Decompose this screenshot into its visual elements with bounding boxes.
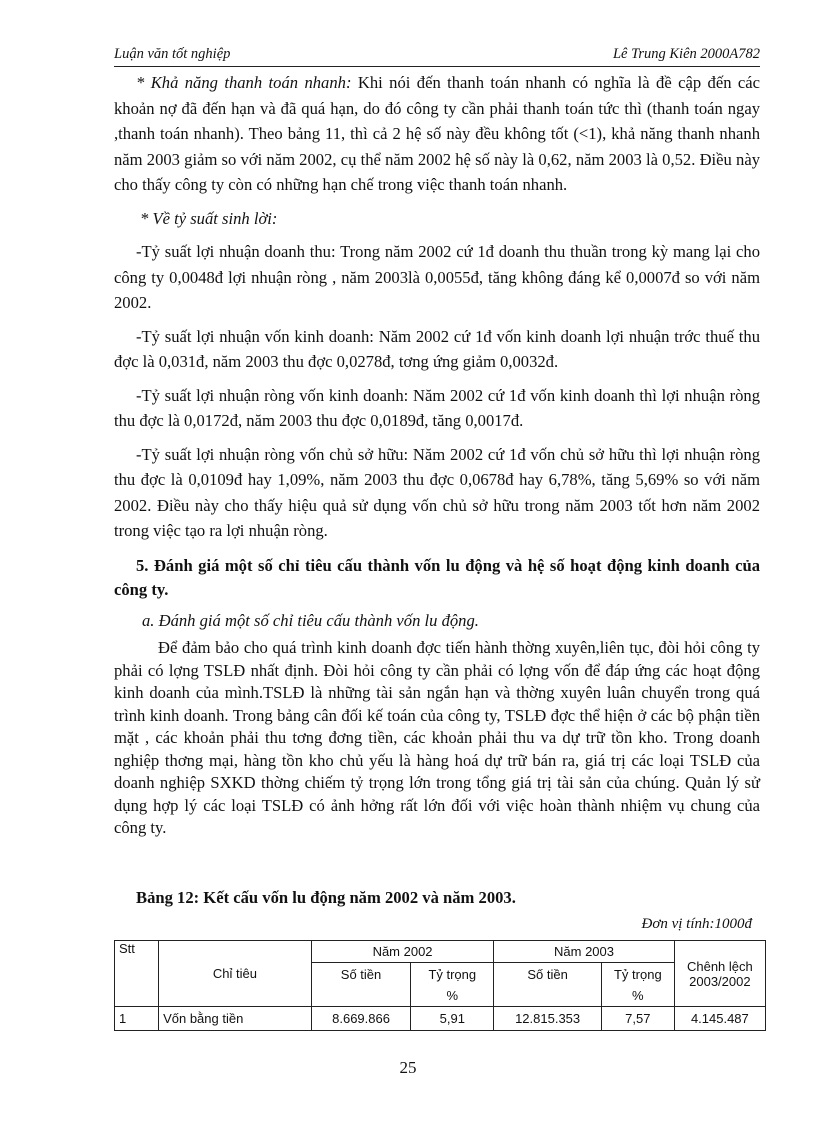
cell-ty-trong-2003: 7,57 [601,1007,674,1031]
ty-suat-heading: * Về tỷ suất sinh lời: [140,208,278,228]
body-text [114,70,760,840]
header-chi-tieu: Chỉ tiêu [159,941,312,1007]
cell-ty-trong-2002: 5,91 [411,1007,494,1031]
header-so-tien-2002: Số tiền [311,963,410,1007]
section-5-heading: 5. Đánh giá một số chỉ tiêu cấu thành vốn lu động và hệ số hoạt động kinh doanh của công ty. [114,555,760,599]
page-number: 25 [399,1058,417,1077]
header-ty-trong-2003 [601,963,674,1007]
header-right: Lê Trung Kiên 2000A782 [612,46,760,62]
ty-trong-label: Tỷ trọng [613,966,662,982]
paragraph-tsld: Để đảm bảo cho quá trình kinh doanh đợc tiến hành thờng xuyên,liên tục, đòi hỏi công ty phải có lợng TSLĐ nhất định. Đòi hỏi công ty cần phải có lợng vốn để đáp ứng các hoạt động kinh doanh của mình.TSLĐ là những tài sản ngắn hạn và thờng xuyên luân chuyển trong quá trình kinh doanh. Trong bảng cân đối kế toán của công ty, TSLĐ đợc thể hiện ở các bộ phận tiền mặt , các khoản phải thu tơng đơng tiền, các khoản phải thu va dự trữ tồn kho. Trong doanh nghiệp thơng mại, hàng tồn kho chủ yếu là hàng hoá dự trữ bán ra, giá trị các loại TSLĐ của doanh nghiệp SXKD thờng chiếm tỷ trọng lớn trong tổng giá trị tài sản của chúng. Quản lý sử dụng hợp lý các loại TSLĐ có ảnh hởng rất lớn đối với việc hoàn thành nhiệm vụ chung của công ty. [114,638,760,837]
paragraph-ty-suat-von-csh: -Tỷ suất lợi nhuận ròng vốn chủ sở hữu: Năm 2002 cứ 1đ vốn chủ sở hữu thì lợi nhuận ròng thu đợc là 0,0109đ hay 1,09%, năm 2003 thu đợc 0,0678đ hay 6,78%, tăng 5,69% so với năm 2002. Điều này cho thấy hiệu quả sử dụng vốn chủ sở hữu trong năm 2003 tốt hơn năm 2002 trong việc tạo ra lợi nhuận ròng. [114,444,760,540]
percent-label: % [446,987,459,1003]
header-chenh-lech [674,941,765,1007]
paragraph-label: * Khả năng thanh toán nhanh: [136,73,352,92]
paragraph-text: Khi nói đến thanh toán nhanh có nghĩa là đề cập đến các khoản nợ đã đến hạn và đã quá hạn, do đó công ty cần phải thanh toán tức thì (thanh toán ngay ,thanh toán nhanh). Theo bảng 11, thì cả 2 hệ số này đều không tốt (<1), khả năng thanh nhanh năm 2003 giảm so với năm 2002, cụ thể năm 2002 hệ số này là 0,62, năm 2003 là 0,52. Điều này cho thấy công ty còn có những hạn chế trong việc thanh toán nhanh. [114,73,761,194]
header-so-tien-2003: Số tiền [494,963,602,1007]
header-nam-2003: Năm 2003 [494,941,674,963]
subsection-a-heading: a. Đánh giá một số chỉ tiêu cấu thành vốn lu động. [142,610,479,630]
cell-chi-tieu: Vốn bằng tiền [159,1007,312,1031]
paragraph-ty-suat-rong-von-kd: -Tỷ suất lợi nhuận ròng vốn kinh doanh: Năm 2002 cứ 1đ vốn kinh doanh thì lợi nhuận ròng thu đợc là 0,0172đ, năm 2003 thu đợc 0,0189đ, tăng 0,0017đ. [114,385,760,430]
page-header [114,44,760,67]
header-left: Luận văn tốt nghiệp [114,46,231,62]
header-nam-2002: Năm 2002 [311,941,493,963]
paragraph-ty-suat-doanh-thu: -Tỷ suất lợi nhuận doanh thu: Trong năm 2002 cứ 1đ doanh thu thuần trong kỳ mang lại cho công ty 0,0048đ lợi nhuận ròng , năm 2003là 0,0055đ, tăng không đáng kể 0,0007đ so với năm 2002. [114,242,760,312]
cell-stt: 1 [115,1007,159,1031]
header-stt: Stt [115,941,159,1007]
cell-chenh-lech: 4.145.487 [674,1007,765,1031]
ty-trong-label: Tỷ trọng [428,966,477,982]
header-ty-trong-2002 [411,963,494,1007]
table-unit: Đơn vị tính:1000đ [641,916,752,932]
chenh-lech-sub: 2003/2002 [689,973,751,989]
cell-so-tien-2003: 12.815.353 [494,1007,602,1031]
paragraph-ty-suat-von-kd: -Tỷ suất lợi nhuận vốn kinh doanh: Năm 2002 cứ 1đ vốn kinh doanh lợi nhuận trớc thuế thu đợc là 0,031đ, năm 2003 thu đợc 0,0278đ, tơng ứng giảm 0,0032đ. [114,326,760,371]
percent-label: % [632,987,644,1003]
cell-so-tien-2002: 8.669.866 [311,1007,410,1031]
paragraph-thanh-toan-nhanh [114,70,760,198]
chenh-lech-label: Chênh lệch [686,958,753,974]
table-caption: Bảng 12: Kết cấu vốn lu động năm 2002 và năm 2003. [136,888,516,907]
table-row [115,1007,766,1031]
von-luu-dong-table [114,940,766,1031]
